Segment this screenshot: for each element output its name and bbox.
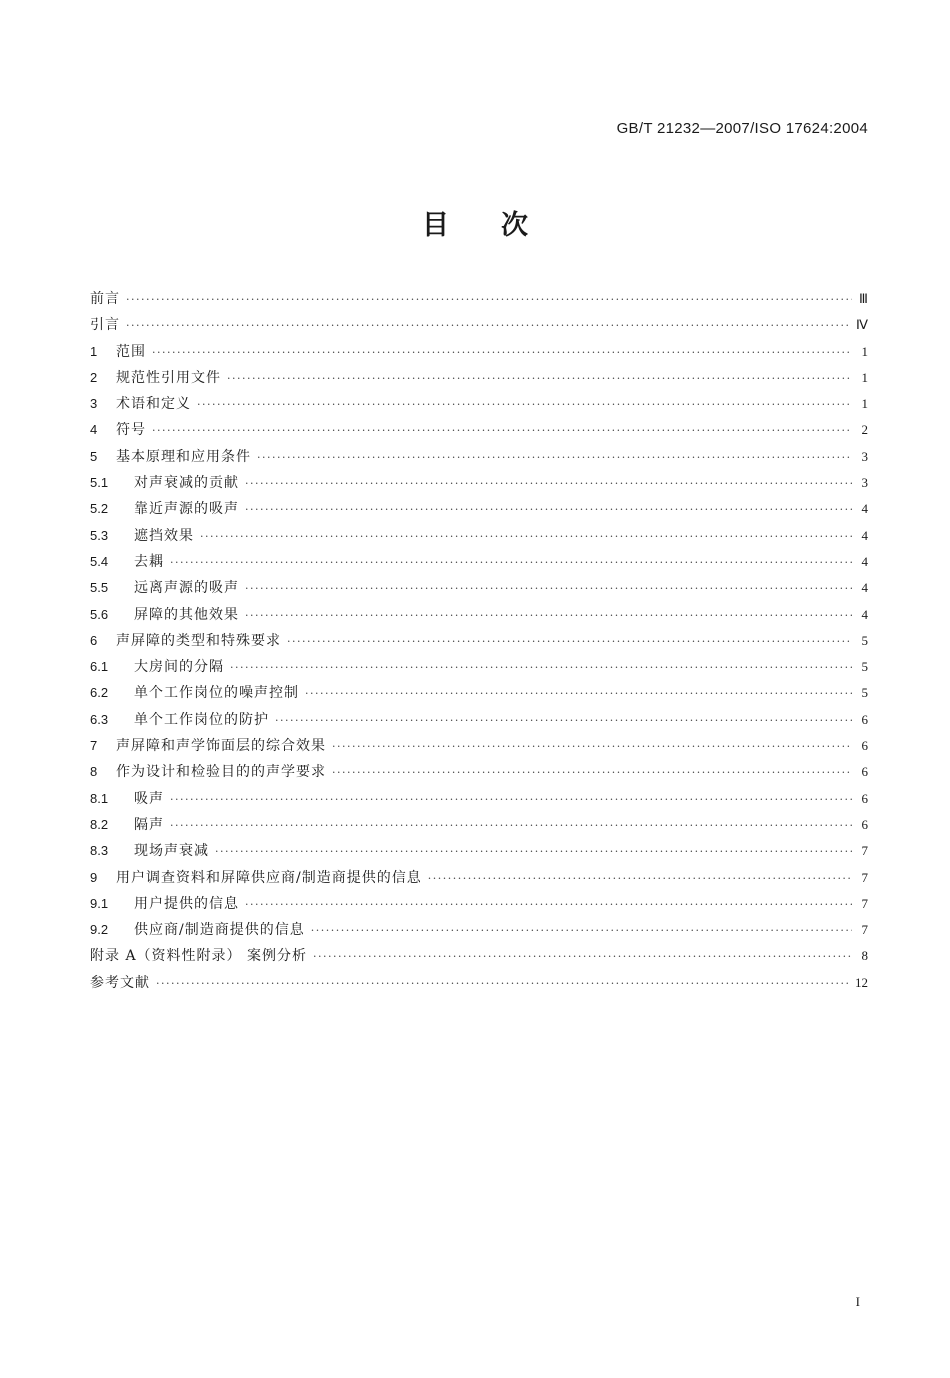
toc-entry-page: 4 — [861, 527, 868, 543]
toc-entry[interactable] — [90, 733, 868, 759]
dot-leader — [245, 497, 852, 523]
toc-entry-number: 2 — [90, 369, 98, 385]
dot-leader — [245, 603, 852, 629]
toc-entry-number: 8.2 — [90, 816, 109, 832]
dot-leader — [245, 892, 852, 918]
toc-entry-page: 7 — [861, 869, 868, 885]
toc-entry-label: 现场声衰减 — [134, 843, 209, 860]
dot-leader — [170, 787, 852, 813]
toc-entry-label: 去耦 — [134, 553, 164, 570]
toc-entry[interactable] — [90, 707, 868, 733]
toc-entry-number: 5.1 — [90, 475, 109, 491]
toc-entry-page: 1 — [861, 369, 868, 385]
toc-entry-number: 4 — [90, 422, 98, 438]
toc-entry[interactable] — [90, 365, 868, 391]
toc-entry-label: 规范性引用文件 — [116, 369, 221, 386]
page-number: I — [855, 1294, 860, 1309]
toc-entry-number: 9 — [90, 869, 98, 885]
toc-entry-label: 单个工作岗位的防护 — [134, 711, 269, 728]
dot-leader — [313, 944, 852, 970]
toc-entry-number: 5.5 — [90, 580, 109, 596]
toc-entry-label: 附录 A（资料性附录） 案例分析 — [90, 948, 308, 965]
toc-entry-label: 符号 — [116, 422, 146, 439]
toc-entry-label: 遮挡效果 — [134, 527, 194, 544]
toc-entry[interactable] — [90, 496, 868, 522]
dot-leader — [156, 971, 849, 997]
dot-leader — [152, 418, 852, 444]
toc-entry-page: 5 — [861, 632, 868, 648]
toc-entry-page: 4 — [861, 606, 868, 622]
toc-entry[interactable] — [90, 838, 868, 864]
toc-entry-number: 3 — [90, 396, 98, 412]
toc-entry-page: 7 — [861, 843, 868, 859]
toc-entry-number: 9.1 — [90, 895, 109, 911]
toc-entry-label: 供应商/制造商提供的信息 — [134, 922, 305, 939]
dot-leader — [152, 340, 852, 366]
toc-entry-label: 范围 — [116, 343, 146, 360]
toc-entry-label: 大房间的分隔 — [134, 659, 224, 676]
toc-entry[interactable] — [90, 417, 868, 443]
toc-entry-page: 12 — [855, 974, 868, 990]
toc-entry-label: 引言 — [90, 317, 120, 334]
dot-leader — [332, 734, 852, 760]
toc-entry-page: 4 — [861, 553, 868, 569]
dot-leader — [215, 839, 852, 865]
dot-leader — [245, 576, 852, 602]
dot-leader — [170, 813, 852, 839]
toc-entry-label: 参考文献 — [90, 974, 150, 991]
toc-entry-label: 吸声 — [134, 790, 164, 807]
toc-entry-label: 术语和定义 — [116, 396, 191, 413]
toc-entry-page: 6 — [861, 816, 868, 832]
toc-entry-number: 7 — [90, 738, 98, 754]
toc-entry-page: 7 — [861, 922, 868, 938]
toc-entry-number: 5.4 — [90, 553, 109, 569]
toc-entry[interactable] — [90, 786, 868, 812]
dot-leader — [332, 760, 852, 786]
dot-leader — [200, 524, 852, 550]
toc-entry-page: 1 — [861, 396, 868, 412]
dot-leader — [227, 366, 852, 392]
toc-entry-label: 远离声源的吸声 — [134, 580, 239, 597]
toc-entry[interactable] — [90, 891, 868, 917]
toc-entry-label: 靠近声源的吸声 — [134, 501, 239, 518]
toc-entry-label: 声屏障的类型和特殊要求 — [116, 632, 281, 649]
toc-entry[interactable] — [90, 917, 868, 943]
toc-entry-number: 5.6 — [90, 606, 109, 622]
dot-leader — [170, 550, 852, 576]
toc-entry[interactable] — [90, 575, 868, 601]
toc-entry[interactable] — [90, 759, 868, 785]
toc-entry[interactable] — [90, 444, 868, 470]
toc-entry[interactable] — [90, 602, 868, 628]
toc-entry-page: 7 — [861, 895, 868, 911]
toc-entry-page: 1 — [861, 343, 868, 359]
toc-entry-number: 6.1 — [90, 659, 109, 675]
toc-entry-page: 2 — [861, 422, 868, 438]
dot-leader — [275, 708, 852, 734]
toc-entry-page: 5 — [861, 685, 868, 701]
toc-entry[interactable] — [90, 286, 868, 312]
toc-entry-page: 6 — [861, 738, 868, 754]
toc-entry[interactable] — [90, 523, 868, 549]
toc-entry-page: 3 — [861, 475, 868, 491]
toc-entry-label: 基本原理和应用条件 — [116, 448, 251, 465]
standard-code: GB/T 21232—2007/ISO 17624:2004 — [616, 120, 868, 137]
toc-entry-number: 5.3 — [90, 527, 109, 543]
toc-title-char-1: 目 — [422, 210, 449, 241]
toc-title-char-2: 次 — [501, 210, 528, 241]
dot-leader — [230, 655, 852, 681]
toc-entry-number: 5 — [90, 448, 98, 464]
toc-entry[interactable] — [90, 391, 868, 417]
toc-entry-number: 5.2 — [90, 501, 109, 517]
toc-entry[interactable] — [90, 628, 868, 654]
dot-leader — [126, 313, 850, 339]
dot-leader — [305, 681, 852, 707]
toc-entry-page: 3 — [861, 448, 868, 464]
toc-entry[interactable] — [90, 312, 868, 338]
dot-leader — [126, 287, 852, 313]
dot-leader — [311, 918, 852, 944]
toc-entry-label: 声屏障和声学饰面层的综合效果 — [116, 738, 326, 755]
toc-entry-label: 单个工作岗位的噪声控制 — [134, 685, 299, 702]
toc-entry[interactable] — [90, 339, 868, 365]
toc-entry-label: 屏障的其他效果 — [134, 606, 239, 623]
toc-entry-page: 4 — [861, 580, 868, 596]
toc-entry-page: 8 — [861, 948, 868, 964]
toc-entry[interactable] — [90, 943, 868, 969]
toc-entry[interactable] — [90, 654, 868, 680]
toc-entry-number: 6 — [90, 632, 98, 648]
toc-entry-label: 用户提供的信息 — [134, 895, 239, 912]
dot-leader — [257, 445, 852, 471]
toc-entry-number: 6.3 — [90, 711, 109, 727]
toc-entry-number: 8 — [90, 764, 98, 780]
toc-entry[interactable] — [90, 470, 868, 496]
toc-entry[interactable] — [90, 680, 868, 706]
toc-entry-page: 6 — [861, 790, 868, 806]
toc-entry-page: 5 — [861, 659, 868, 675]
toc-entry-page: 6 — [861, 764, 868, 780]
toc-entry-number: 9.2 — [90, 922, 109, 938]
dot-leader — [245, 471, 852, 497]
toc-entry[interactable] — [90, 812, 868, 838]
dot-leader — [287, 629, 852, 655]
toc-entry-page: 6 — [861, 711, 868, 727]
dot-leader — [197, 392, 852, 418]
toc-entry-number: 1 — [90, 343, 98, 359]
toc-entry[interactable] — [90, 970, 868, 996]
toc-entry[interactable] — [90, 549, 868, 575]
toc-title — [0, 203, 950, 242]
toc-entry-number: 6.2 — [90, 685, 109, 701]
toc-entry-page: 4 — [861, 501, 868, 517]
table-of-contents — [90, 286, 868, 996]
toc-entry-label: 对声衰减的贡献 — [134, 475, 239, 492]
toc-entry-number: 8.3 — [90, 843, 109, 859]
toc-entry[interactable] — [90, 865, 868, 891]
toc-entry-label: 隔声 — [134, 816, 164, 833]
toc-entry-label: 作为设计和检验目的的声学要求 — [116, 764, 326, 781]
dot-leader — [428, 866, 852, 892]
toc-entry-page: Ⅲ — [859, 291, 868, 306]
toc-entry-number: 8.1 — [90, 790, 109, 806]
toc-entry-page: Ⅳ — [856, 317, 868, 333]
toc-entry-label: 用户调查资料和屏障供应商/制造商提供的信息 — [116, 869, 422, 886]
toc-entry-label: 前言 — [90, 291, 120, 307]
